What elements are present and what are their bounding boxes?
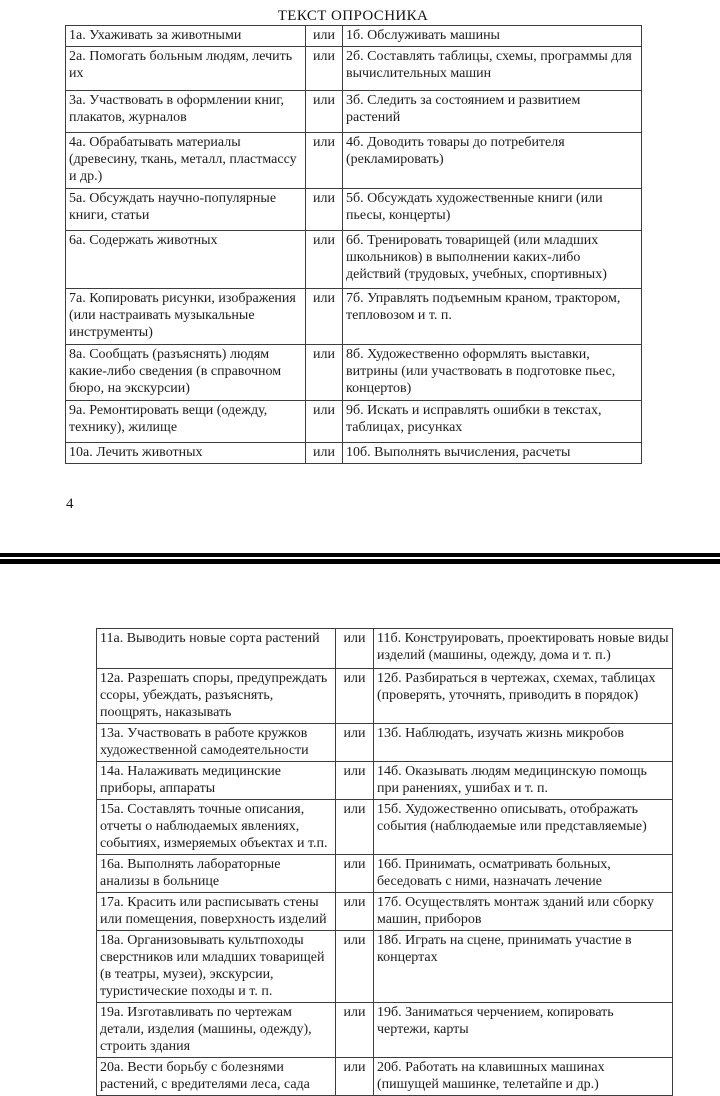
or-cell: или [336, 669, 374, 724]
or-cell: или [306, 401, 343, 443]
or-cell: или [306, 47, 343, 91]
option-b-cell: 14б. Оказывать людям медицинскую помощь при ранениях, ушибах и т. п. [374, 762, 673, 800]
questionnaire-row [97, 1003, 673, 1058]
questionnaire-row [97, 800, 673, 855]
questionnaire-row [97, 724, 673, 762]
or-cell: или [336, 800, 374, 855]
option-b-cell: 17б. Осуществлять монтаж зданий или сборку машин, приборов [374, 893, 673, 931]
option-b-cell: 1б. Обслуживать машины [343, 26, 642, 47]
questionnaire-row [97, 669, 673, 724]
or-cell: или [306, 91, 343, 133]
option-a-cell: 9а. Ремонтировать вещи (одежду, технику), жилище [66, 401, 306, 443]
option-a-cell: 14а. Налаживать медицинские приборы, аппараты [97, 762, 336, 800]
option-a-cell: 15а. Составлять точные описания, отчеты о наблюдаемых явлениях, событиях, измеряемых объектах и т.п. [97, 800, 336, 855]
option-b-cell: 12б. Разбираться в чертежах, схемах, таблицах (проверять, уточнять, приводить в порядок) [374, 669, 673, 724]
or-cell: или [336, 893, 374, 931]
or-cell: или [306, 26, 343, 47]
questionnaire-table-page2 [96, 628, 673, 1096]
option-a-cell: 7а. Копировать рисунки, изображения (или настраивать музыкальные инструменты) [66, 289, 306, 345]
option-b-cell: 18б. Играть на сцене, принимать участие в концертах [374, 931, 673, 1003]
option-a-cell: 11а. Выводить новые сорта растений [97, 629, 336, 669]
or-cell: или [336, 724, 374, 762]
option-a-cell: 2а. Помогать больным людям, лечить их [66, 47, 306, 91]
questionnaire-row [97, 1058, 673, 1096]
questionnaire-row [66, 133, 642, 189]
questionnaire-row [66, 443, 642, 464]
option-b-cell: 2б. Составлять таблицы, схемы, программы для вычислительных машин [343, 47, 642, 91]
questionnaire-table-page1 [65, 25, 642, 464]
option-a-cell: 20а. Вести борьбу с болезнями растений, с вредителями леса, сада [97, 1058, 336, 1096]
or-cell: или [306, 189, 343, 231]
or-cell: или [336, 931, 374, 1003]
option-a-cell: 18а. Организовывать культпоходы сверстников или младших товарищей (в театры, музеи), экскурсии, туристические походы и т. п. [97, 931, 336, 1003]
option-b-cell: 6б. Тренировать товарищей (или младших школьников) в выполнении каких-либо действий (трудовых, учебных, спортивных) [343, 231, 642, 289]
questionnaire-row [66, 345, 642, 401]
page-separator-top-bar [0, 553, 720, 557]
option-b-cell: 15б. Художественно описывать, отображать события (наблюдаемые или представляемые) [374, 800, 673, 855]
questionnaire-row [66, 231, 642, 289]
option-b-cell: 13б. Наблюдать, изучать жизнь микробов [374, 724, 673, 762]
or-cell: или [306, 231, 343, 289]
questionnaire-row [97, 762, 673, 800]
questionnaire-row [66, 26, 642, 47]
option-b-cell: 19б. Заниматься черчением, копировать чертежи, карты [374, 1003, 673, 1058]
questionnaire-row [97, 629, 673, 669]
or-cell: или [306, 133, 343, 189]
option-a-cell: 12а. Разрешать споры, предупреждать ссоры, убеждать, разъяснять, поощрять, наказывать [97, 669, 336, 724]
option-a-cell: 13а. Участвовать в работе кружков художественной самодеятельности [97, 724, 336, 762]
questionnaire-row [97, 931, 673, 1003]
or-cell: или [336, 855, 374, 893]
option-a-cell: 1а. Ухаживать за животными [66, 26, 306, 47]
questionnaire-row [66, 289, 642, 345]
page-separator-bottom-bar [0, 559, 720, 564]
page-number: 4 [66, 496, 74, 512]
or-cell: или [306, 345, 343, 401]
or-cell: или [306, 443, 343, 464]
questionnaire-row [97, 855, 673, 893]
or-cell: или [306, 289, 343, 345]
or-cell: или [336, 629, 374, 669]
option-b-cell: 5б. Обсуждать художественные книги (или пьесы, концерты) [343, 189, 642, 231]
option-a-cell: 19а. Изготавливать по чертежам детали, изделия (машины, одежду), строить здания [97, 1003, 336, 1058]
option-a-cell: 16а. Выполнять лабораторные анализы в больнице [97, 855, 336, 893]
option-b-cell: 9б. Искать и исправлять ошибки в текстах, таблицах, рисунках [343, 401, 642, 443]
questionnaire-table-1-body [66, 26, 642, 464]
option-b-cell: 11б. Конструировать, проектировать новые виды изделий (машины, одежду, дома и т. п.) [374, 629, 673, 669]
option-b-cell: 8б. Художественно оформлять выставки, витрины (или участвовать в подготовке пьес, концертов) [343, 345, 642, 401]
option-b-cell: 16б. Принимать, осматривать больных, беседовать с ними, назначать лечение [374, 855, 673, 893]
option-a-cell: 5а. Обсуждать научно-популярные книги, статьи [66, 189, 306, 231]
option-a-cell: 6а. Содержать животных [66, 231, 306, 289]
option-b-cell: 3б. Следить за состоянием и развитием растений [343, 91, 642, 133]
questionnaire-row [97, 893, 673, 931]
questionnaire-table-2-body [97, 629, 673, 1096]
option-b-cell: 7б. Управлять подъемным краном, трактором, тепловозом и т. п. [343, 289, 642, 345]
document-title: ТЕКСТ ОПРОСНИКА [277, 8, 429, 24]
option-b-cell: 4б. Доводить товары до потребителя (рекламировать) [343, 133, 642, 189]
option-a-cell: 8а. Сообщать (разъяснять) людям какие-либо сведения (в справочном бюро, на экскурсии) [66, 345, 306, 401]
questionnaire-row [66, 47, 642, 91]
option-b-cell: 20б. Работать на клавишных машинах (пишущей машинке, телетайпе и др.) [374, 1058, 673, 1096]
questionnaire-row [66, 189, 642, 231]
option-a-cell: 17а. Красить или расписывать стены или помещения, поверхность изделий [97, 893, 336, 931]
option-a-cell: 10а. Лечить животных [66, 443, 306, 464]
or-cell: или [336, 1058, 374, 1096]
option-a-cell: 4а. Обрабатывать материалы (древесину, ткань, металл, пластмассу и др.) [66, 133, 306, 189]
or-cell: или [336, 762, 374, 800]
questionnaire-row [66, 401, 642, 443]
option-b-cell: 10б. Выполнять вычисления, расчеты [343, 443, 642, 464]
or-cell: или [336, 1003, 374, 1058]
option-a-cell: 3а. Участвовать в оформлении книг, плакатов, журналов [66, 91, 306, 133]
questionnaire-row [66, 91, 642, 133]
